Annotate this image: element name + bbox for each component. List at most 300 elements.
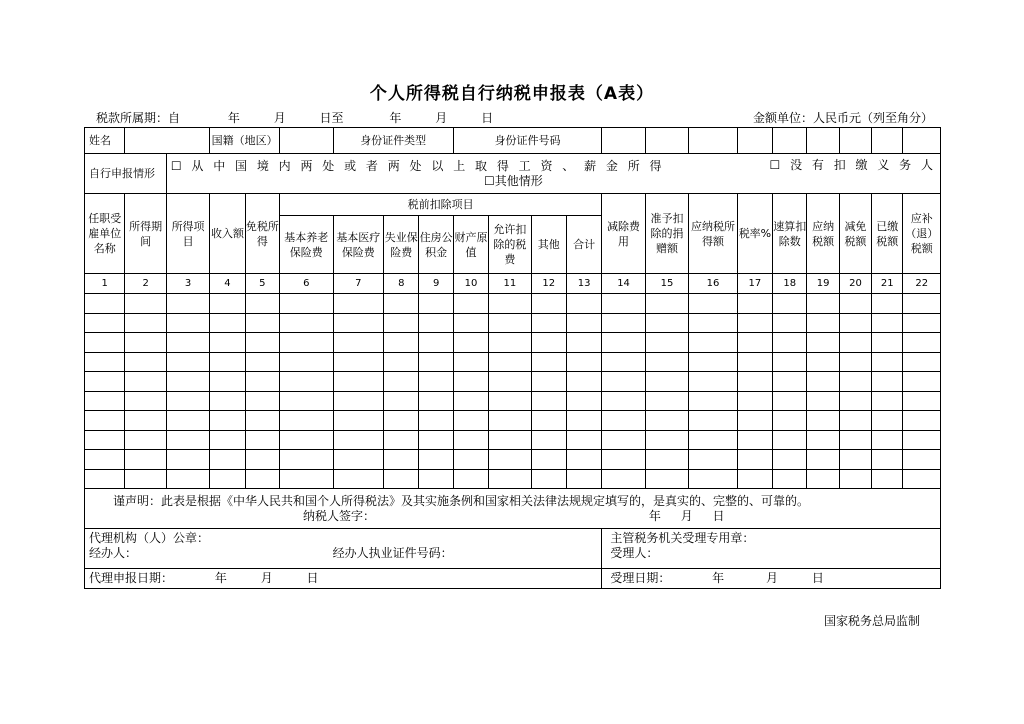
- entry-cell[interactable]: [645, 450, 688, 470]
- entry-cell[interactable]: [419, 430, 453, 450]
- entry-cell[interactable]: [85, 294, 125, 314]
- entry-cell[interactable]: [453, 391, 488, 411]
- entry-cell[interactable]: [280, 313, 334, 333]
- entry-cell[interactable]: [737, 411, 772, 431]
- entry-cell[interactable]: [210, 469, 245, 489]
- col-other: 其他: [531, 216, 566, 274]
- entry-cell[interactable]: [645, 333, 688, 353]
- entry-cell[interactable]: [773, 333, 807, 353]
- entry-cell[interactable]: [419, 450, 453, 470]
- col-quick-deduction: 速算扣除数: [773, 194, 807, 274]
- entry-cell[interactable]: [419, 313, 453, 333]
- entry-cell[interactable]: [333, 372, 384, 392]
- entry-cell[interactable]: [737, 372, 772, 392]
- agent-handler-cert-label: 经办人执业证件号码：: [332, 546, 453, 560]
- entry-cell[interactable]: [531, 411, 566, 431]
- entry-cell[interactable]: [645, 469, 688, 489]
- entry-cell[interactable]: [566, 313, 601, 333]
- entry-cell[interactable]: [807, 391, 839, 411]
- col-subtotal: 合计: [566, 216, 601, 274]
- table-row: [85, 372, 941, 392]
- entry-cell[interactable]: [839, 391, 871, 411]
- entry-cell[interactable]: [602, 333, 645, 353]
- entry-cell[interactable]: [166, 294, 209, 314]
- entry-cell[interactable]: [210, 352, 245, 372]
- entry-cell[interactable]: [85, 430, 125, 450]
- table-row: [85, 430, 941, 450]
- entry-cell[interactable]: [280, 469, 334, 489]
- entry-cell[interactable]: [773, 391, 807, 411]
- entry-cell[interactable]: [210, 333, 245, 353]
- entry-cell[interactable]: [245, 294, 279, 314]
- entry-cell[interactable]: [531, 391, 566, 411]
- entry-cell[interactable]: [602, 294, 645, 314]
- entry-cell[interactable]: [245, 352, 279, 372]
- entry-cell[interactable]: [333, 391, 384, 411]
- entry-cell[interactable]: [384, 411, 419, 431]
- tax-office-date-month: 月: [766, 571, 779, 585]
- entry-cell[interactable]: [333, 352, 384, 372]
- entry-cell[interactable]: [689, 469, 738, 489]
- entry-cell[interactable]: [333, 411, 384, 431]
- entry-cell[interactable]: [85, 372, 125, 392]
- entry-cell[interactable]: [737, 450, 772, 470]
- entry-cell[interactable]: [453, 450, 488, 470]
- entry-cell[interactable]: [602, 430, 645, 450]
- entry-cell[interactable]: [773, 313, 807, 333]
- entry-cell[interactable]: [839, 411, 871, 431]
- entry-cell[interactable]: [125, 391, 166, 411]
- entry-cell[interactable]: [245, 333, 279, 353]
- country-field[interactable]: [280, 128, 334, 154]
- table-row: [85, 469, 941, 489]
- entry-cell[interactable]: [166, 352, 209, 372]
- entry-cell[interactable]: [489, 313, 531, 333]
- entry-cell[interactable]: [489, 352, 531, 372]
- declaration-text: 谨声明：此表是根据《中华人民共和国个人所得税法》及其实施条例和国家相关法律法规规定填写的，是真实的、完整的、可靠的。: [113, 493, 810, 508]
- entry-cell[interactable]: [602, 313, 645, 333]
- entry-cell[interactable]: [566, 391, 601, 411]
- entry-cell[interactable]: [602, 372, 645, 392]
- col-unemployment: 失业保险费: [384, 216, 419, 274]
- column-number: 18: [773, 274, 807, 294]
- entry-cell[interactable]: [872, 313, 903, 333]
- entry-cell[interactable]: [384, 313, 419, 333]
- col-tax-free-income: 免税所得: [245, 194, 279, 274]
- entry-cell[interactable]: [773, 352, 807, 372]
- id-digit-3[interactable]: [689, 128, 738, 154]
- column-number: 16: [689, 274, 738, 294]
- entry-cell[interactable]: [872, 469, 903, 489]
- col-deductible-tax: 允许扣除的税费: [489, 216, 531, 274]
- agent-date-year: 年: [214, 571, 227, 585]
- entry-cell[interactable]: [419, 391, 453, 411]
- entry-cell[interactable]: [689, 313, 738, 333]
- column-number: 9: [419, 274, 453, 294]
- entry-cell[interactable]: [602, 391, 645, 411]
- entry-cell[interactable]: [453, 411, 488, 431]
- entry-cell[interactable]: [689, 333, 738, 353]
- entry-cell[interactable]: [419, 372, 453, 392]
- entry-cell[interactable]: [453, 294, 488, 314]
- entry-cell[interactable]: [280, 450, 334, 470]
- entry-cell[interactable]: [773, 469, 807, 489]
- entry-cell[interactable]: [210, 372, 245, 392]
- entry-cell[interactable]: [384, 294, 419, 314]
- entry-cell[interactable]: [689, 411, 738, 431]
- entry-cell[interactable]: [807, 469, 839, 489]
- option-other[interactable]: ☐其他情形: [484, 173, 543, 188]
- entry-cell[interactable]: [689, 391, 738, 411]
- entry-cell[interactable]: [166, 391, 209, 411]
- entry-cell[interactable]: [645, 430, 688, 450]
- entry-cell[interactable]: [807, 450, 839, 470]
- col-donation: 准予扣除的捐赠额: [645, 194, 688, 274]
- entry-cell[interactable]: [773, 294, 807, 314]
- entry-cell[interactable]: [85, 352, 125, 372]
- period-label: 税款所属期：自: [96, 111, 181, 125]
- entry-cell[interactable]: [245, 372, 279, 392]
- column-number: 4: [210, 274, 245, 294]
- entry-cell[interactable]: [645, 294, 688, 314]
- entry-cell[interactable]: [85, 411, 125, 431]
- entry-cell[interactable]: [872, 333, 903, 353]
- option-no-withholder[interactable]: ☐ 没 有 扣 缴 义 务 人: [769, 158, 936, 172]
- entry-cell[interactable]: [245, 450, 279, 470]
- column-number: 15: [645, 274, 688, 294]
- entry-cell[interactable]: [489, 411, 531, 431]
- entry-cell[interactable]: [166, 411, 209, 431]
- entry-cell[interactable]: [210, 294, 245, 314]
- entry-cell[interactable]: [602, 411, 645, 431]
- entry-cell[interactable]: [839, 372, 871, 392]
- entry-cell[interactable]: [453, 352, 488, 372]
- entry-cell[interactable]: [566, 352, 601, 372]
- entry-cell[interactable]: [531, 450, 566, 470]
- period-month2: 月: [435, 111, 448, 125]
- entry-cell[interactable]: [384, 469, 419, 489]
- column-number: 1: [85, 274, 125, 294]
- col-housing-fund: 住房公积金: [419, 216, 453, 274]
- entry-cell[interactable]: [333, 430, 384, 450]
- entry-cell[interactable]: [210, 313, 245, 333]
- col-pension: 基本养老保险费: [280, 216, 334, 274]
- entry-cell[interactable]: [280, 411, 334, 431]
- col-tax-refund: 应补（退）税额: [903, 194, 941, 274]
- column-number: 8: [384, 274, 419, 294]
- col-property-value: 财产原值: [453, 216, 488, 274]
- taxpayer-signature-label: 纳税人签字：: [303, 508, 376, 523]
- entry-cell[interactable]: [245, 430, 279, 450]
- period-day-to: 日至: [319, 111, 344, 125]
- entry-cell[interactable]: [839, 450, 871, 470]
- col-income-period: 所得期间: [125, 194, 166, 274]
- col-deduction-fee: 减除费用: [602, 194, 645, 274]
- entry-cell[interactable]: [645, 411, 688, 431]
- entry-cell[interactable]: [125, 333, 166, 353]
- entry-cell[interactable]: [602, 352, 645, 372]
- entry-cell[interactable]: [245, 391, 279, 411]
- entry-cell[interactable]: [566, 430, 601, 450]
- agent-date-cell: [85, 569, 602, 589]
- entry-cell[interactable]: [453, 333, 488, 353]
- entry-cell[interactable]: [245, 411, 279, 431]
- entry-cell[interactable]: [872, 450, 903, 470]
- id-digit-1[interactable]: [602, 128, 645, 154]
- entry-cell[interactable]: [566, 333, 601, 353]
- entry-cell[interactable]: [489, 294, 531, 314]
- declaration-year: 年: [648, 508, 661, 523]
- entry-cell[interactable]: [85, 333, 125, 353]
- entry-cell[interactable]: [489, 391, 531, 411]
- id-digit-9[interactable]: [903, 128, 941, 154]
- entry-cell[interactable]: [419, 469, 453, 489]
- entry-cell[interactable]: [737, 391, 772, 411]
- entry-cell[interactable]: [453, 430, 488, 450]
- entry-cell[interactable]: [903, 352, 941, 372]
- entry-cell[interactable]: [566, 294, 601, 314]
- entry-cell[interactable]: [531, 313, 566, 333]
- entry-cell[interactable]: [210, 430, 245, 450]
- entry-cell[interactable]: [737, 430, 772, 450]
- id-digit-4[interactable]: [737, 128, 772, 154]
- column-number: 6: [280, 274, 334, 294]
- entry-cell[interactable]: [689, 294, 738, 314]
- entry-cell[interactable]: [903, 430, 941, 450]
- entry-cell[interactable]: [166, 372, 209, 392]
- entry-cell[interactable]: [903, 469, 941, 489]
- entry-cell[interactable]: [210, 391, 245, 411]
- entry-cell[interactable]: [489, 430, 531, 450]
- entry-cell[interactable]: [872, 411, 903, 431]
- entry-cell[interactable]: [645, 372, 688, 392]
- column-number: 14: [602, 274, 645, 294]
- entry-cell[interactable]: [210, 411, 245, 431]
- entry-cell[interactable]: [125, 294, 166, 314]
- name-field[interactable]: [125, 128, 210, 154]
- entry-cell[interactable]: [903, 294, 941, 314]
- entry-cell[interactable]: [807, 372, 839, 392]
- entry-cell[interactable]: [872, 372, 903, 392]
- period-year: 年: [227, 111, 240, 125]
- entry-cell[interactable]: [689, 450, 738, 470]
- entry-cell[interactable]: [166, 313, 209, 333]
- entry-cell[interactable]: [689, 372, 738, 392]
- entry-cell[interactable]: [85, 450, 125, 470]
- entry-cell[interactable]: [453, 313, 488, 333]
- entry-cell[interactable]: [807, 313, 839, 333]
- entry-cell[interactable]: [280, 391, 334, 411]
- entry-cell[interactable]: [531, 469, 566, 489]
- entry-cell[interactable]: [773, 450, 807, 470]
- entry-cell[interactable]: [384, 391, 419, 411]
- column-number: 2: [125, 274, 166, 294]
- table-row: [85, 391, 941, 411]
- period-month: 月: [273, 111, 286, 125]
- entry-cell[interactable]: [166, 430, 209, 450]
- entry-cell[interactable]: [85, 313, 125, 333]
- tax-period: [96, 109, 493, 126]
- id-digit-5[interactable]: [773, 128, 807, 154]
- entry-cell[interactable]: [453, 372, 488, 392]
- entry-cell[interactable]: [737, 469, 772, 489]
- entry-cell[interactable]: [872, 391, 903, 411]
- entry-cell[interactable]: [807, 294, 839, 314]
- entry-cell[interactable]: [384, 430, 419, 450]
- entry-cell[interactable]: [773, 411, 807, 431]
- entry-cell[interactable]: [489, 450, 531, 470]
- entry-cell[interactable]: [166, 450, 209, 470]
- entry-cell[interactable]: [333, 294, 384, 314]
- entry-cell[interactable]: [807, 430, 839, 450]
- table-row: [85, 333, 941, 353]
- entry-cell[interactable]: [125, 450, 166, 470]
- column-number: 21: [872, 274, 903, 294]
- entry-cell[interactable]: [531, 294, 566, 314]
- entry-cell[interactable]: [489, 469, 531, 489]
- declaration-cell: [85, 489, 941, 529]
- entry-cell[interactable]: [566, 450, 601, 470]
- entry-cell[interactable]: [125, 469, 166, 489]
- entry-cell[interactable]: [839, 333, 871, 353]
- option-multiple-sources[interactable]: ☐ 从 中 国 境 内 两 处 或 者 两 处 以 上 取 得 工 资 、 薪 金 所 得: [170, 158, 665, 173]
- entry-cell[interactable]: [333, 469, 384, 489]
- entry-cell[interactable]: [531, 372, 566, 392]
- declaration-day: 日: [712, 508, 725, 523]
- entry-cell[interactable]: [566, 469, 601, 489]
- entry-cell[interactable]: [872, 294, 903, 314]
- entry-cell[interactable]: [645, 352, 688, 372]
- entry-cell[interactable]: [419, 333, 453, 353]
- col-tax-reduction: 减免税额: [839, 194, 871, 274]
- entry-cell[interactable]: [645, 391, 688, 411]
- col-group-pretax-deductions: 税前扣除项目: [280, 194, 602, 216]
- id-number-label: 身份证件号码: [453, 128, 602, 154]
- entry-cell[interactable]: [903, 450, 941, 470]
- entry-cell[interactable]: [689, 430, 738, 450]
- entry-cell[interactable]: [602, 450, 645, 470]
- period-year2: 年: [389, 111, 402, 125]
- col-tax-payable: 应纳税额: [807, 194, 839, 274]
- column-number: 17: [737, 274, 772, 294]
- footer-supervisor: 国家税务总局监制: [823, 614, 920, 628]
- entry-cell[interactable]: [419, 294, 453, 314]
- entry-cell[interactable]: [125, 352, 166, 372]
- entry-cell[interactable]: [807, 411, 839, 431]
- entry-cell[interactable]: [531, 352, 566, 372]
- entry-cell[interactable]: [125, 430, 166, 450]
- entry-cell[interactable]: [384, 333, 419, 353]
- entry-cell[interactable]: [384, 372, 419, 392]
- col-employer: 任职受雇单位名称: [85, 194, 125, 274]
- entry-cell[interactable]: [903, 372, 941, 392]
- entry-cell[interactable]: [245, 469, 279, 489]
- id-digit-8[interactable]: [872, 128, 903, 154]
- entry-cell[interactable]: [645, 313, 688, 333]
- entry-cell[interactable]: [419, 411, 453, 431]
- entry-cell[interactable]: [280, 430, 334, 450]
- entry-cell[interactable]: [566, 411, 601, 431]
- entry-cell[interactable]: [872, 352, 903, 372]
- entry-cell[interactable]: [903, 313, 941, 333]
- entry-cell[interactable]: [125, 411, 166, 431]
- entry-cell[interactable]: [85, 391, 125, 411]
- entry-cell[interactable]: [85, 469, 125, 489]
- entry-cell[interactable]: [839, 294, 871, 314]
- entry-cell[interactable]: [166, 333, 209, 353]
- tax-declaration-table: [84, 127, 941, 589]
- entry-cell[interactable]: [839, 430, 871, 450]
- entry-cell[interactable]: [489, 372, 531, 392]
- entry-cell[interactable]: [839, 313, 871, 333]
- period-day: 日: [481, 111, 494, 125]
- entry-cell[interactable]: [166, 469, 209, 489]
- entry-cell[interactable]: [531, 333, 566, 353]
- entry-cell[interactable]: [872, 430, 903, 450]
- entry-cell[interactable]: [333, 313, 384, 333]
- entry-cell[interactable]: [210, 450, 245, 470]
- column-number: 22: [903, 274, 941, 294]
- tax-office-date-cell: [602, 569, 941, 589]
- entry-cell[interactable]: [384, 352, 419, 372]
- entry-cell[interactable]: [489, 333, 531, 353]
- column-number: 13: [566, 274, 601, 294]
- entry-cell[interactable]: [807, 352, 839, 372]
- entry-cell[interactable]: [839, 352, 871, 372]
- column-number: 11: [489, 274, 531, 294]
- entry-cell[interactable]: [419, 352, 453, 372]
- entry-cell[interactable]: [333, 450, 384, 470]
- entry-cell[interactable]: [737, 333, 772, 353]
- entry-cell[interactable]: [245, 313, 279, 333]
- entry-cell[interactable]: [602, 469, 645, 489]
- entry-cell[interactable]: [903, 411, 941, 431]
- column-number: 3: [166, 274, 209, 294]
- entry-cell[interactable]: [280, 372, 334, 392]
- entry-cell[interactable]: [737, 294, 772, 314]
- tax-office-date-day: 日: [811, 571, 824, 585]
- entry-cell[interactable]: [566, 372, 601, 392]
- agent-date-label: 代理申报日期：: [89, 571, 174, 585]
- col-medical: 基本医疗保险费: [333, 216, 384, 274]
- entry-cell[interactable]: [280, 333, 334, 353]
- id-digit-6[interactable]: [807, 128, 839, 154]
- id-digit-2[interactable]: [645, 128, 688, 154]
- entry-cell[interactable]: [839, 469, 871, 489]
- entry-cell[interactable]: [531, 430, 566, 450]
- entry-cell[interactable]: [807, 333, 839, 353]
- entry-cell[interactable]: [333, 333, 384, 353]
- col-taxable-income: 应纳税所得额: [689, 194, 738, 274]
- id-digit-7[interactable]: [839, 128, 871, 154]
- data-rows: [85, 294, 941, 489]
- entry-cell[interactable]: [453, 469, 488, 489]
- entry-cell[interactable]: [903, 333, 941, 353]
- entry-cell[interactable]: [689, 352, 738, 372]
- entry-cell[interactable]: [125, 313, 166, 333]
- entry-cell[interactable]: [737, 352, 772, 372]
- entry-cell[interactable]: [125, 372, 166, 392]
- entry-cell[interactable]: [384, 450, 419, 470]
- entry-cell[interactable]: [280, 352, 334, 372]
- entry-cell[interactable]: [903, 391, 941, 411]
- entry-cell[interactable]: [773, 372, 807, 392]
- entry-cell[interactable]: [773, 430, 807, 450]
- entry-cell[interactable]: [280, 294, 334, 314]
- agent-date-day: 日: [306, 571, 319, 585]
- entry-cell[interactable]: [737, 313, 772, 333]
- form-title: 个人所得税自行纳税申报表（A表）: [369, 84, 655, 104]
